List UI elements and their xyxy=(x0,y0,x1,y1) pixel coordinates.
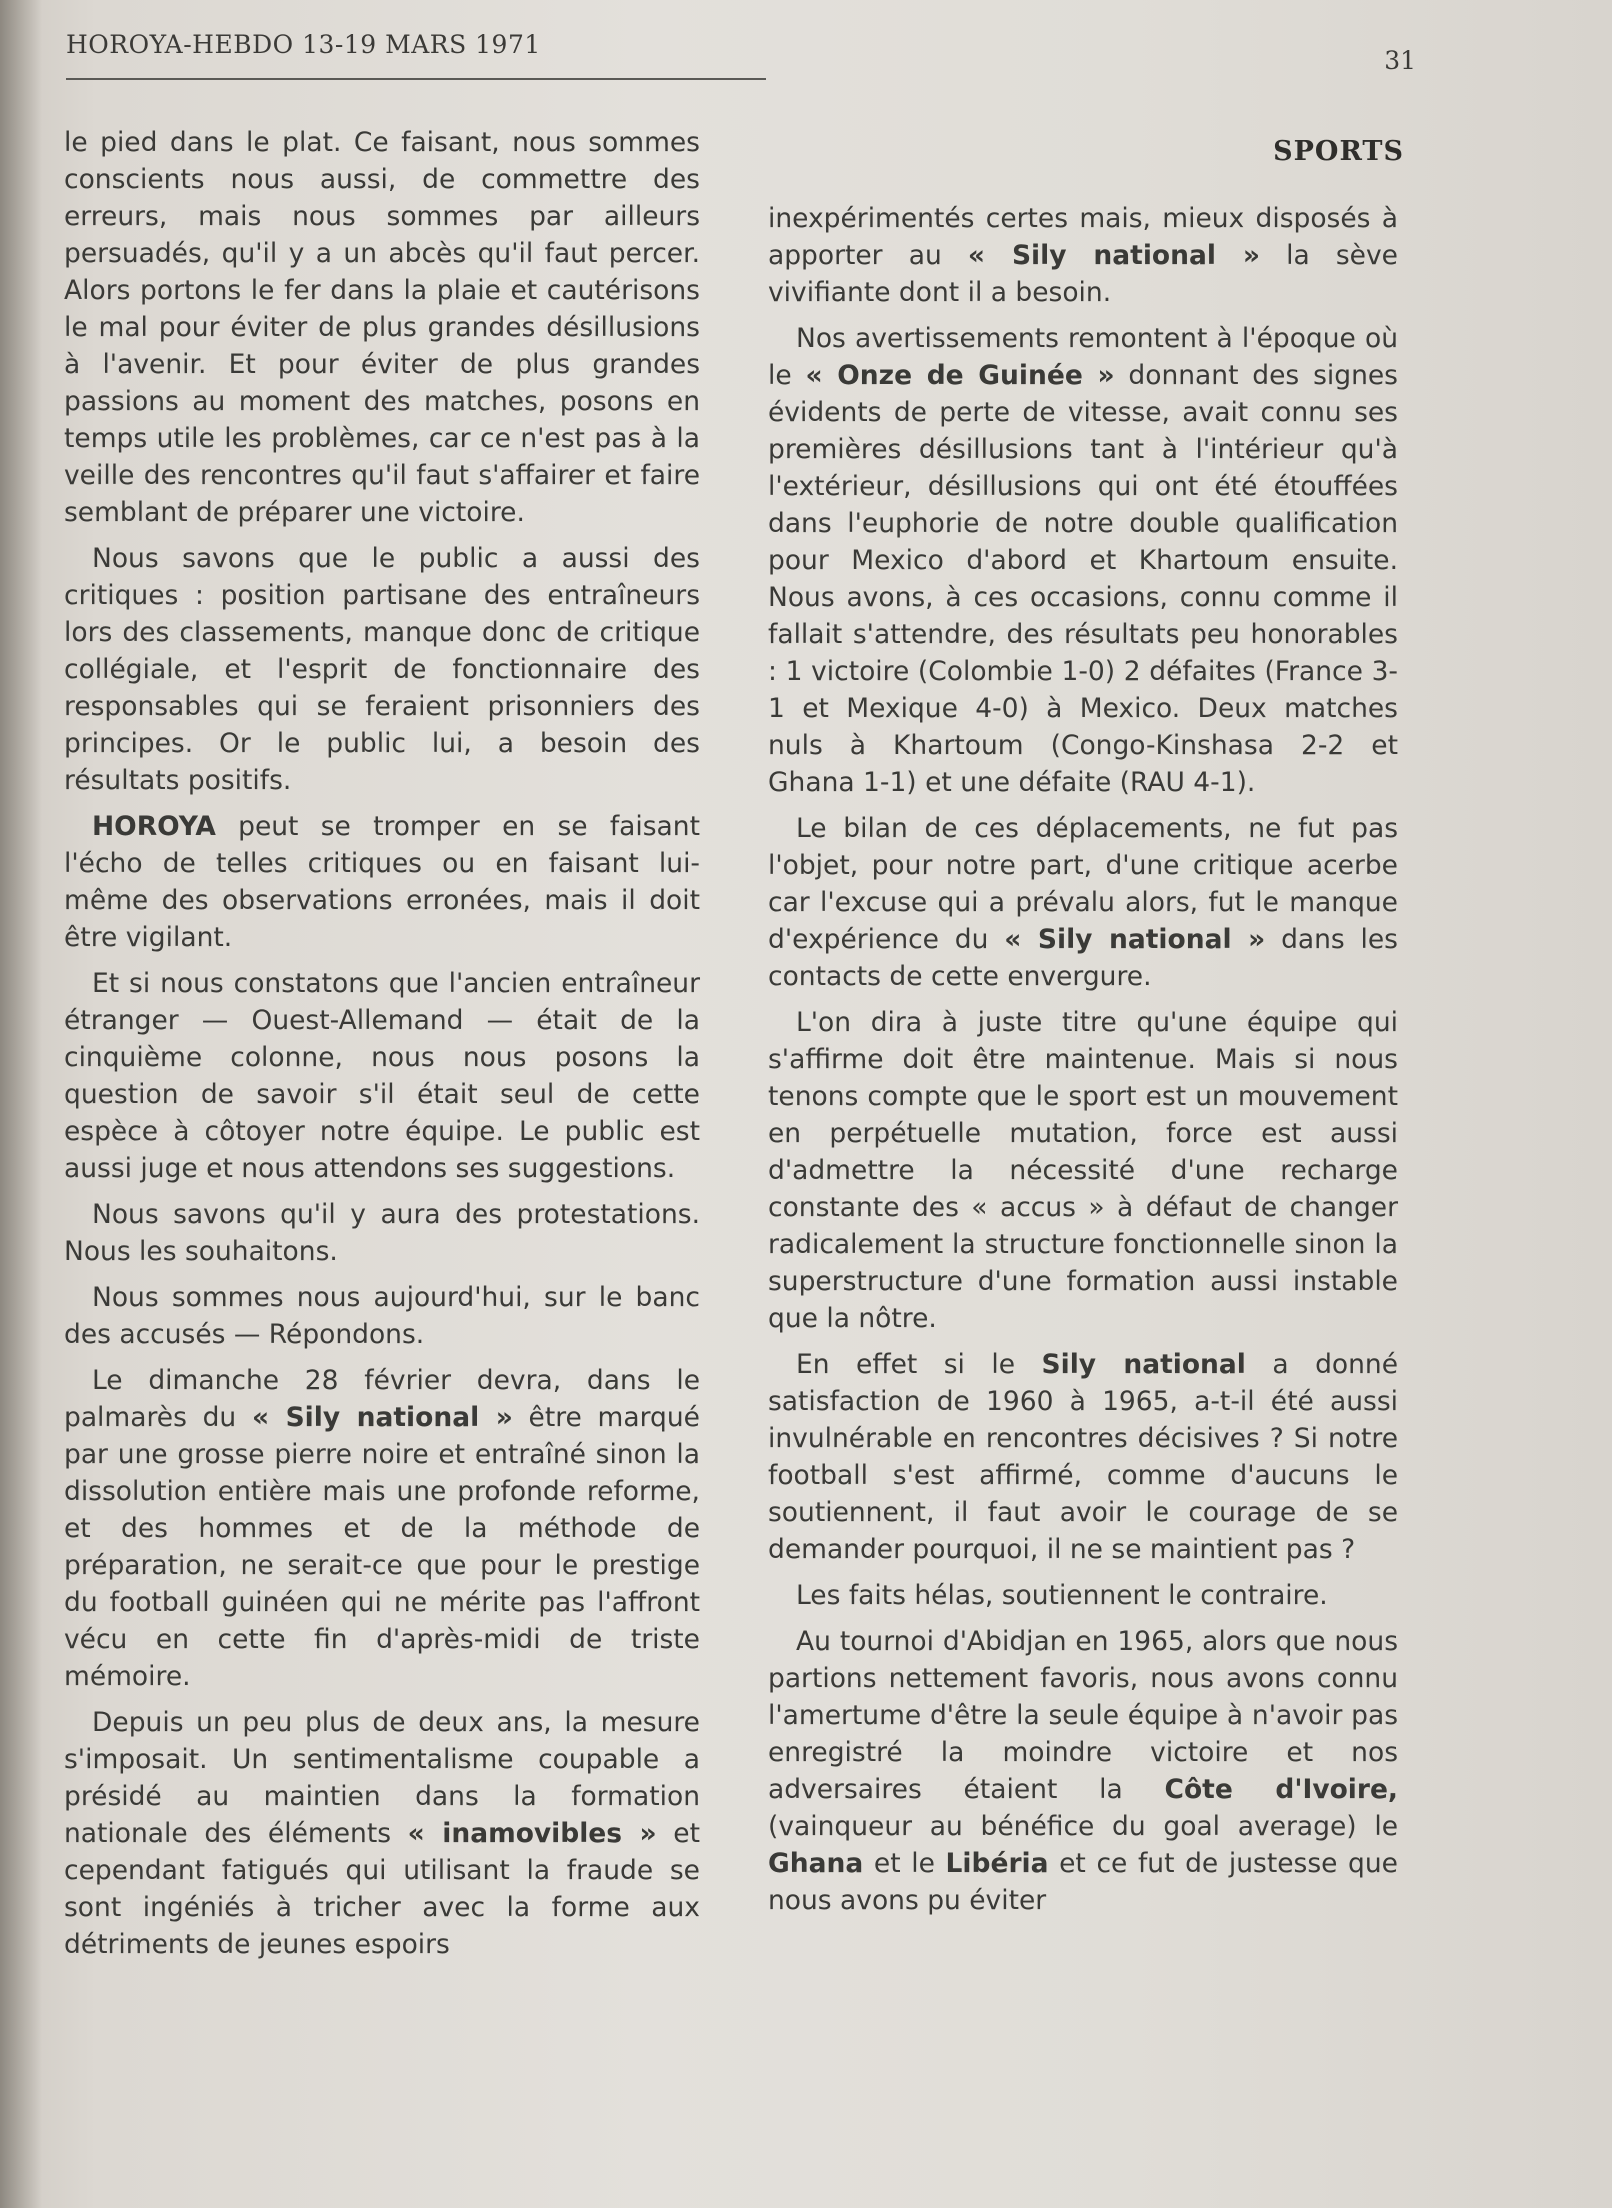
paragraph xyxy=(768,1346,1398,1568)
text-run: En effet si le xyxy=(796,1349,1016,1380)
text-run: a donné satisfaction de 1960 à 1965, a-t-il été aussi invulnérable en rencontres décisives ? Si notre football s'est affirmé, comme d'aucuns le soutiennent, il faut avoir le courage de se demander pourquoi, il ne se maintient pas ? xyxy=(768,1349,1398,1565)
text-run: Le bilan de ces déplacements, ne fut pas l'objet, pour notre part, d'une critique acerbe car l'excuse qui a prévalu alors, fut le manque d'expérience du xyxy=(768,813,1398,955)
left-column xyxy=(64,124,700,1972)
bold-text: « Onze de Guinée » xyxy=(805,360,1115,391)
paragraph xyxy=(768,200,1398,311)
bold-text: Libéria xyxy=(945,1848,1049,1879)
publication-line: HOROYA-HEBDO 13-19 MARS 1971 xyxy=(66,30,541,59)
paragraph: Nous savons qu'il y aura des protestations. Nous les souhaitons. xyxy=(64,1199,700,1267)
paragraph xyxy=(64,808,700,956)
paragraph: Nous sommes nous aujourd'hui, sur le banc des accusés — Répondons. xyxy=(64,1282,700,1350)
paragraph: Nous savons que le public a aussi des critiques : position partisane des entraîneurs lors des classements, manque donc de critique collégiale, et l'esprit de fonctionnaire des responsables qui se feraient prisonniers des principes. Or le public lui, a besoin des résultats positifs. xyxy=(64,543,700,796)
paragraph: L'on dira à juste titre qu'une équipe qui s'affirme doit être maintenue. Mais si nous tenons compte que le sport est un mouvement en perpétuelle mutation, force est aussi d'admettre la nécessité d'une recharge constante des « accus » à défaut de changer radicalement la structure fonctionnelle sinon la superstructure d'une formation aussi instable que la nôtre. xyxy=(768,1007,1398,1334)
bold-text: Ghana xyxy=(768,1848,864,1879)
bold-text: Sily national xyxy=(1041,1349,1246,1380)
paragraph: Et si nous constatons que l'ancien entraîneur étranger — Ouest-Allemand — était de la cinquième colonne, nous nous posons la question de savoir s'il était seul de cette espèce à côtoyer notre équipe. Le public est aussi juge et nous attendons ses suggestions. xyxy=(64,968,700,1184)
text-run: et ce fut de justesse que nous avons pu éviter xyxy=(768,1848,1398,1916)
bold-text: « Sily national » xyxy=(967,240,1260,271)
text-run: la sève vivifiante dont il a besoin. xyxy=(768,240,1398,308)
paragraph xyxy=(768,320,1398,801)
text-run: et cependant fatigués qui utilisant la fraude se sont ingéniés à tricher avec la forme aux détriments de jeunes espoirs xyxy=(64,1818,700,1960)
bold-text: « Sily national » xyxy=(1004,924,1266,955)
bold-text: « Sily national » xyxy=(251,1402,513,1433)
header-rule xyxy=(66,78,766,80)
section-title: SPORTS xyxy=(1273,136,1404,167)
text-run: dans les contacts de cette envergure. xyxy=(768,924,1398,992)
page-spine-shadow xyxy=(0,0,42,2208)
text-run: peut se tromper en se faisant l'écho de telles critiques ou en faisant lui-même des observations erronées, mais il doit être vigilant. xyxy=(64,811,700,953)
bold-text: HOROYA xyxy=(92,811,216,842)
text-run: inexpérimentés certes mais, mieux disposés à apporter au xyxy=(768,203,1398,271)
paragraph xyxy=(64,1362,700,1695)
text-run: donnant des signes évidents de perte de vitesse, avait connu ses premières désillusions tant à l'intérieur qu'à l'extérieur, désillusions qui ont été étouffées dans l'euphorie de notre double qualification pour Mexico d'abord et Khartoum ensuite. Nous avons, à ces occasions, connu comme il fallait s'attendre, des résultats peu honorables : 1 victoire (Colombie 1-0) 2 défaites (France 3-1 et Mexique 4-0) à Mexico. Deux matches nuls à Khartoum (Congo-Kinshasa 2-2 et Ghana 1-1) et une défaite (RAU 4-1). xyxy=(768,360,1398,798)
page-number: 31 xyxy=(1384,46,1416,75)
paragraph xyxy=(64,1704,700,1963)
paragraph: le pied dans le plat. Ce faisant, nous sommes conscients nous aussi, de commettre des erreurs, mais nous sommes par ailleurs persuadés, qu'il y a un abcès qu'il faut percer. Alors portons le fer dans la plaie et cautérisons le mal pour éviter de plus grandes désillusions à l'avenir. Et pour éviter de plus grandes passions au moment des matches, posons en temps utile les problèmes, car ce n'est pas à la veille des rencontres qu'il faut s'affairer et faire semblant de préparer une victoire. xyxy=(64,127,700,528)
right-column xyxy=(768,200,1398,1928)
text-run: (vainqueur au bénéfice du goal average) le xyxy=(768,1811,1398,1842)
paragraph xyxy=(768,810,1398,995)
page-header xyxy=(66,22,1416,82)
text-run: Au tournoi d'Abidjan en 1965, alors que nous partions nettement favoris, nous avons connu l'amertume d'être la seule équipe à n'avoir pas enregistré la moindre victoire et nos adversaires étaient la xyxy=(768,1626,1398,1805)
text-run: Le dimanche 28 février devra, dans le palmarès du xyxy=(64,1365,700,1433)
text-run: Nos avertissements remontent à l'époque où le xyxy=(768,323,1398,391)
bold-text: Côte d'Ivoire, xyxy=(1164,1774,1398,1805)
text-run: et le xyxy=(873,1848,935,1879)
text-run: être marqué par une grosse pierre noire et entraîné sinon la dissolution entière mais une profonde reforme, et des hommes et de la méthode de préparation, ne serait-ce que pour le prestige du football guinéen qui ne mérite pas l'affront vécu en cette fin d'après-midi de triste mémoire. xyxy=(64,1402,700,1692)
paragraph xyxy=(768,1623,1398,1919)
paragraph: Les faits hélas, soutiennent le contraire. xyxy=(796,1580,1328,1611)
text-run: Depuis un peu plus de deux ans, la mesure s'imposait. Un sentimentalisme coupable a présidé au maintien dans la formation nationale des éléments xyxy=(64,1707,700,1849)
bold-text: « inamovibles » xyxy=(407,1818,657,1849)
